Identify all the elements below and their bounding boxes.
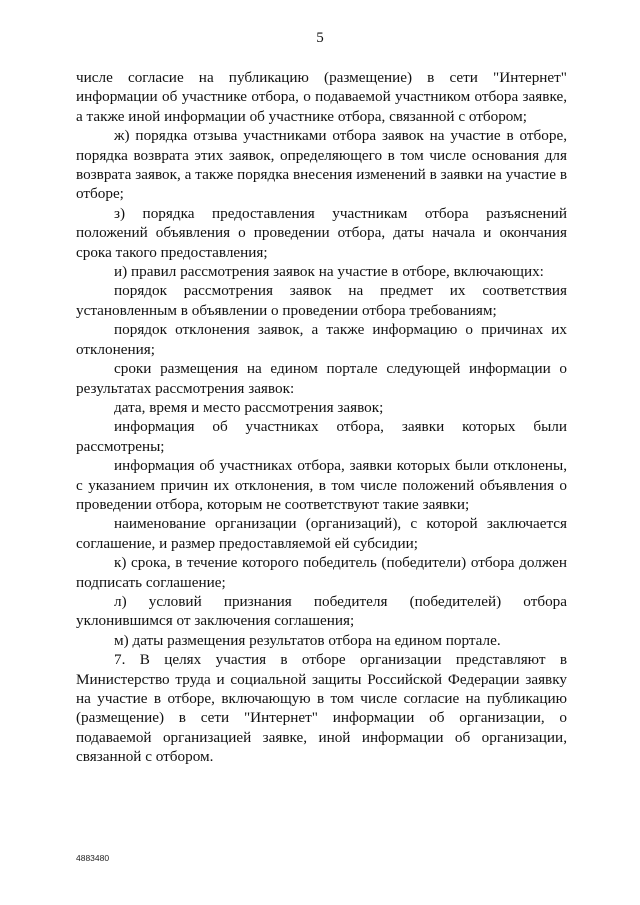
paragraph-item-zh: ж) порядка отзыва участниками отбора заявок на участие в отборе, порядка возврата этих заявок, определяющего в том числе основания для возврата заявок, а также порядка внесения изменений в заявки на участие в отборе; bbox=[76, 127, 567, 203]
paragraph-subitem: информация об участниках отбора, заявки которых были рассмотрены; bbox=[76, 418, 567, 455]
paragraph-continuation: числе согласие на публикацию (размещение) в сети "Интернет" информации об участнике отбора, о подаваемой участником отбора заявке, а также иной информации об участнике отбора, связанной с отбором; bbox=[76, 69, 567, 125]
paragraph-item-l: л) условий признания победителя (победителей) отбора уклонившимся от заключения соглашения; bbox=[76, 592, 567, 630]
paragraph-subitem: дата, время и место рассмотрения заявок; bbox=[114, 398, 384, 416]
paragraph-item-k: к) срока, в течение которого победитель (победители) отбора должен подписать соглашение; bbox=[76, 554, 567, 591]
paragraph-subitem: порядок рассмотрения заявок на предмет их соответствия установленным в объявлении о проведении отбора требованиям; bbox=[76, 282, 567, 319]
paragraph-section-7: 7. В целях участия в отборе организации представляют в Министерство труда и социальной защиты Российской Федерации заявку на участие в отборе, включающую в том числе согласие на публикацию (размещение) в сети "Интернет" информации об организации, о подаваемой организацией заявке, иной информации об организации, связанной с отбором. bbox=[76, 651, 567, 766]
paragraph-item-z: з) порядка предоставления участникам отбора разъяснений положений объявления о проведении отбора, даты начала и окончания срока такого предоставления; bbox=[76, 204, 567, 261]
paragraph-item-i: и) правил рассмотрения заявок на участие в отборе, включающих: bbox=[114, 263, 544, 281]
document-body bbox=[76, 68, 567, 767]
paragraph-subitem: порядок отклонения заявок, а также информацию о причинах их отклонения; bbox=[76, 321, 567, 358]
paragraph-subitem: информация об участниках отбора, заявки которых были отклонены, с указанием причин их отклонения, в том числе положений объявления о проведении отбора, которым не соответствуют такие заявки; bbox=[76, 457, 567, 513]
paragraph-item-m: м) даты размещения результатов отбора на едином портале. bbox=[114, 631, 501, 649]
paragraph-subitem: сроки размещения на едином портале следующей информации о результатах рассмотрения заявок: bbox=[76, 360, 567, 397]
paragraph-subitem: наименование организации (организаций), с которой заключается соглашение, и размер предоставляемой ей субсидии; bbox=[76, 515, 567, 552]
page-number: 5 bbox=[316, 30, 324, 46]
document-code: 4883480 bbox=[76, 853, 110, 863]
